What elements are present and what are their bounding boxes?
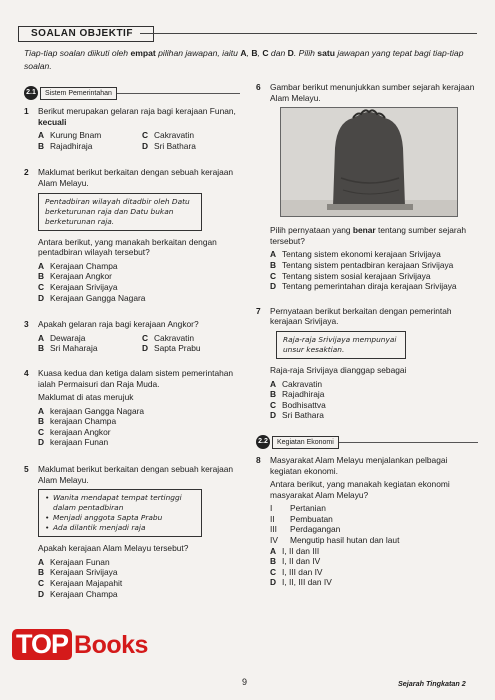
item-8-i: I Pertanian (270, 503, 326, 514)
option-2b[interactable]: B Kerajaan Angkor (38, 271, 112, 282)
option-1c[interactable]: C Cakravatin (142, 130, 195, 141)
page-number: 9 (242, 677, 248, 687)
footer-title: Sejarah Tingkatan 2 (398, 679, 466, 688)
option-1a[interactable]: A Kurung Bnam (38, 130, 102, 141)
option-2d[interactable]: D Kerajaan Gangga Nagara (38, 292, 146, 303)
question-8: 8 Masyarakat Alam Melayu menjalankan pelbagai kegiatan ekonomi. Antara berikut, yang manakah kegiatan ekonomi masyarakat Alam Melayu? I Pertanian II Pembuatan III Perdagangan IV Mengutip hasil hutan dan laut A I, II dan III B I, II dan IV C I, III dan IV D I, II, III dan IV (256, 455, 478, 588)
option-3b[interactable]: B Sri Maharaja (38, 343, 98, 354)
question-3: 3 Apakah gelaran raja bagi kerajaan Angkor? A Dewaraja C Cakravatin B Sri Maharaja D Sapta Prabu (24, 319, 240, 354)
header-rule (140, 33, 477, 34)
option-2a[interactable]: A Kerajaan Champa (38, 260, 118, 271)
option-8c[interactable]: C I, III dan IV (270, 566, 323, 577)
option-5c[interactable]: C Kerajaan Majapahit (38, 578, 123, 589)
right-column (256, 82, 478, 597)
section-header: SOALAN OBJEKTIF (18, 26, 154, 42)
question-6: 6 Gambar berikut menunjukkan sumber sejarah kerajaan Alam Melayu. Pilih pernyataan yang benar tentang sumber sejarah tersebut? A Tentang sistem ekonomi kerajaan Srivijaya B Tentang sistem pentadbiran kerajaan Srivijaya C Tentang sistem sosial kerajaan Srivijaya D Tentang pemerintahan diraja kerajaan Srivijaya (256, 82, 478, 292)
option-8b[interactable]: B I, II dan IV (270, 556, 321, 567)
option-3a[interactable]: A Dewaraja (38, 332, 86, 343)
option-6d[interactable]: D Tentang pemerintahan diraja kerajaan Srivijaya (270, 281, 457, 292)
question-5: 5 Maklumat berikut berkaitan dengan sebuah kerajaan Alam Melayu. • Wanita mendapat tempat tertinggi dalam pentadbiran • Menjadi anggota Sapta Prabu • Ada dilantik menjadi raja Apakah kerajaan Alam Melayu tersebut? A Kerajaan Funan B Kerajaan Srivijaya C Kerajaan Majapahit D Kerajaan Champa (24, 464, 240, 599)
info-box-2: Pentadbiran wilayah ditadbir oleh Datu berketurunan raja dan Datu bukan berketurunan raja. (38, 193, 202, 231)
question-1: 1 Berikut merupakan gelaran raja bagi kerajaan Funan, kecuali A Kurung Bnam C Cakravatin B Rajadhiraja D Sri Bathara (24, 106, 240, 151)
stone-inscription-image (280, 107, 458, 217)
option-4b[interactable]: B kerajaan Champa (38, 416, 117, 427)
option-7d[interactable]: D Sri Bathara (270, 410, 324, 421)
option-1d[interactable]: D Sri Bathara (142, 140, 196, 151)
option-4c[interactable]: C kerajaan Angkor (38, 426, 111, 437)
option-2c[interactable]: C Kerajaan Srivijaya (38, 281, 118, 292)
inscription-stone-icon (281, 108, 457, 216)
option-3c[interactable]: C Cakravatin (142, 332, 195, 343)
item-8-ii: II Pembuatan (270, 513, 333, 524)
topbooks-watermark: TOP Books (12, 629, 148, 660)
question-2: 2 Maklumat berikut berkaitan dengan sebuah kerajaan Alam Melayu. Pentadbiran wilayah ditadbir oleh Datu berketurunan raja dan Datu bukan berketurunan raja. Antara berikut, yang manakah berkaitan dengan pentadbiran wilayah tersebut? A Kerajaan Champa B Kerajaan Angkor C Kerajaan Srivijaya D Kerajaan Gangga Nagara (24, 167, 240, 303)
question-4: 4 Kuasa kedua dan ketiga dalam sistem pemerintahan ialah Permaisuri dan Raja Muda. Maklumat di atas merujuk A kerajaan Gangga Nagara B kerajaan Champa C kerajaan Angkor D kerajaan Funan (24, 368, 240, 448)
option-6b[interactable]: B Tentang sistem pentadbiran kerajaan Srivijaya (270, 259, 454, 270)
option-7b[interactable]: B Rajadhiraja (270, 389, 325, 400)
option-1b[interactable]: B Rajadhiraja (38, 140, 93, 151)
left-column (24, 86, 240, 608)
option-7a[interactable]: A Cakravatin (270, 378, 323, 389)
info-box-7: Raja-raja Srivijaya mempunyai unsur kesaktian. (276, 331, 406, 359)
item-8-iii: III Perdagangan (270, 524, 341, 535)
question-7: 7 Pernyataan berikut berkaitan dengan pemerintah kerajaan Srivijaya. Raja-raja Srivijaya mempunyai unsur kesaktian. Raja-raja Srivijaya dianggap sebagai A Cakravatin B Rajadhiraja C Bodhisattva D Sri Bathara (256, 306, 478, 421)
option-8a[interactable]: A I, II dan III (270, 545, 320, 556)
section-2-2-heading: 2.2 Kegiatan Ekonomi (256, 435, 478, 449)
option-5a[interactable]: A Kerajaan Funan (38, 556, 110, 567)
option-6c[interactable]: C Tentang sistem sosial kerajaan Srivijaya (270, 270, 431, 281)
option-8d[interactable]: D I, II, III dan IV (270, 577, 332, 588)
option-4d[interactable]: D kerajaan Funan (38, 437, 109, 448)
option-4a[interactable]: A kerajaan Gangga Nagara (38, 405, 145, 416)
instructions: Tiap-tiap soalan diikuti oleh empat pilihan jawapan, iaitu A, B, C dan D. Pilih satu jawapan yang tepat bagi tiap-tiap soalan. (24, 48, 464, 71)
option-6a[interactable]: A Tentang sistem ekonomi kerajaan Srivijaya (270, 249, 441, 260)
option-5b[interactable]: B Kerajaan Srivijaya (38, 567, 118, 578)
item-8-iv: IV Mengutip hasil hutan dan laut (270, 535, 400, 546)
section-2-1-heading: 2.1 Sistem Pemerintahan (24, 86, 240, 100)
option-5d[interactable]: D Kerajaan Champa (38, 588, 118, 599)
option-3d[interactable]: D Sapta Prabu (142, 343, 201, 354)
option-7c[interactable]: C Bodhisattva (270, 399, 326, 410)
info-box-5: • Wanita mendapat tempat tertinggi dalam pentadbiran • Menjadi anggota Sapta Prabu • Ada dilantik menjadi raja (38, 489, 202, 537)
